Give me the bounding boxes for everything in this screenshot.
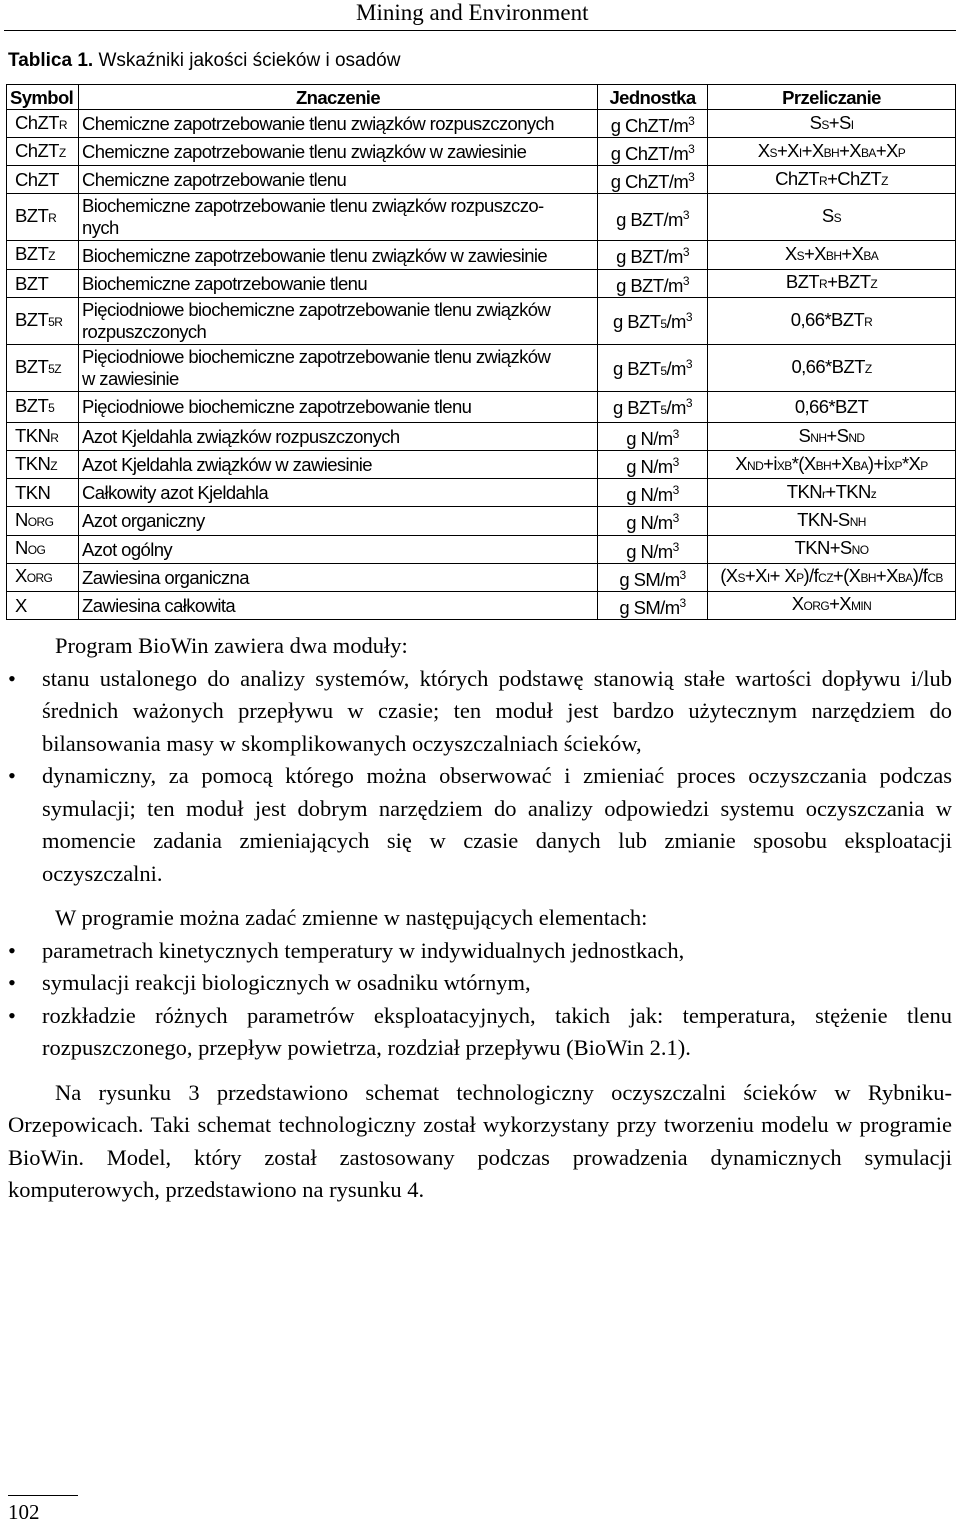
bullet-icon: •: [8, 970, 16, 995]
table-caption-label: Tablica 1.: [8, 50, 94, 71]
quality-indicators-table: [6, 84, 956, 620]
cell-conversion: 0,66*BZT: [708, 391, 956, 422]
header-divider: [4, 30, 956, 31]
cell-unit: g $BZT5/m^3$: [598, 297, 708, 344]
cell-unit: g $N/m^3$: [598, 422, 708, 450]
cell-symbol: BZT5: [7, 391, 79, 422]
table-row: [7, 535, 956, 563]
cell-unit: g $SM/m^3$: [598, 563, 708, 591]
cell-unit: g $N/m^3$: [598, 535, 708, 563]
cell-symbol: BZTR: [7, 194, 79, 241]
table-row: [7, 166, 956, 194]
table-caption: [8, 50, 400, 72]
table-caption-text: Wskaźniki jakości ścieków i osadów: [98, 50, 401, 71]
cell-meaning: Pięciodniowe biochemiczne zapotrzebowanie tlenu związków rozpuszczonych: [79, 297, 598, 344]
cell-unit: g ChZT/$m^3$: [598, 138, 708, 166]
cell-symbol: ChZTR: [7, 110, 79, 138]
cell-meaning: Chemiczne zapotrzebowanie tlenu związków rozpuszczonych: [79, 110, 598, 138]
list-item: [8, 967, 952, 1000]
cell-conversion: XND+iXB*(XBH+XBA)+iXP*XP: [708, 451, 956, 479]
table-row: [7, 241, 956, 269]
cell-meaning: Azot Kjeldahla związków w zawiesinie: [79, 451, 598, 479]
table-row: [7, 563, 956, 591]
cell-meaning: Zawiesina organiczna: [79, 563, 598, 591]
list-item: [8, 760, 952, 890]
paragraph-intro-modules: Program BioWin zawiera dwa moduły:: [55, 633, 408, 658]
table-row: [7, 297, 956, 344]
body-text: [8, 630, 952, 1207]
header-meaning: Znaczenie: [79, 85, 598, 110]
list-item-text: dynamiczny, za pomocą którego można obserwować i zmieniać proces oczyszczania podczas symulacji; ten moduł jest dobrym narzędziem do analizy odpowiedzi systemu oczyszczania w momencie zadania zmieniających się w czasie danych lub zmianie sposobu eksploatacji oczyszczalni.: [42, 763, 952, 886]
cell-symbol: XORG: [7, 563, 79, 591]
table-row: [7, 194, 956, 241]
table-header-row: [7, 85, 956, 110]
cell-unit: g BZT/$m^3$: [598, 269, 708, 297]
cell-conversion: SS+SI: [708, 110, 956, 138]
cell-symbol: NORG: [7, 507, 79, 535]
cell-conversion: SNH+SND: [708, 422, 956, 450]
list-item-text: parametrach kinetycznych temperatury w indywidualnych jednostkach,: [42, 937, 685, 963]
cell-meaning: Biochemiczne zapotrzebowanie tlenu związków w zawiesinie: [79, 241, 598, 269]
list-item: [8, 935, 952, 968]
cell-conversion: XS+XI+XBH+XBA+XP: [708, 138, 956, 166]
cell-symbol: ChZTZ: [7, 138, 79, 166]
cell-conversion: TKN-SNH: [708, 507, 956, 535]
cell-symbol: ChZT: [7, 166, 79, 194]
bullet-icon: •: [8, 1002, 16, 1028]
list-item: [8, 1000, 952, 1065]
paragraph-figure-reference: Na rysunku 3 przedstawiono schemat technologiczny oczyszczalni ścieków w Rybniku-Orzepowicach. Taki schemat technologiczny został wykorzystany przy tworzeniu modelu w programie BioWin. Model, który został zastosowany podczas prowadzenia dynamicznych symulacji komputerowych, przedstawiono na rysunku 4.: [8, 1079, 952, 1202]
footer-divider: [8, 1495, 78, 1496]
cell-symbol: BZT5Z: [7, 344, 79, 391]
table-row: [7, 269, 956, 297]
cell-meaning: Azot Kjeldahla związków rozpuszczonych: [79, 422, 598, 450]
cell-conversion: SS: [708, 194, 956, 241]
cell-meaning: Chemiczne zapotrzebowanie tlenu: [79, 166, 598, 194]
cell-unit: g BZT/$m^3$: [598, 194, 708, 241]
cell-meaning: Pięciodniowe biochemiczne zapotrzebowanie tlenu: [79, 391, 598, 422]
cell-symbol: TKNR: [7, 422, 79, 450]
cell-symbol: TKNZ: [7, 451, 79, 479]
cell-meaning: Biochemiczne zapotrzebowanie tlenu: [79, 269, 598, 297]
cell-unit: g $N/m^3$: [598, 507, 708, 535]
list-item: [8, 663, 952, 761]
cell-conversion: TKN+SNO: [708, 535, 956, 563]
bullet-icon: •: [8, 665, 16, 691]
cell-unit: g $N/m^3$: [598, 451, 708, 479]
header-symbol: Symbol: [7, 85, 79, 110]
cell-meaning: Pięciodniowe biochemiczne zapotrzebowanie tlenu związków w zawiesinie: [79, 344, 598, 391]
cell-unit: g BZT/$m^3$: [598, 241, 708, 269]
page-number: 102: [8, 1500, 40, 1524]
cell-unit: g $N/m^3$: [598, 479, 708, 507]
cell-conversion: TKNr+TKNz: [708, 479, 956, 507]
header-conversion: Przeliczanie: [708, 85, 956, 110]
cell-unit: g $BZT5/m^3$: [598, 344, 708, 391]
cell-meaning: Zawiesina całkowita: [79, 591, 598, 619]
cell-unit: g $SM/m^3$: [598, 591, 708, 619]
list-item-text: rozkładzie różnych parametrów eksploatacyjnych, takich jak: temperatura, stężenie tlenu rozpuszczonego, przepływ powietrza, rozdział przepływu (BioWin 2.1).: [42, 1002, 952, 1060]
bullet-icon: •: [8, 763, 16, 788]
cell-unit: g $BZT5/m^3$: [598, 391, 708, 422]
cell-meaning: Całkowity azot Kjeldahla: [79, 479, 598, 507]
cell-symbol: NOG: [7, 535, 79, 563]
table-row: [7, 422, 956, 450]
list-item-text: stanu ustalonego do analizy systemów, których podstawę stanowią stałe wartości dopływu i/lub średnich ważonych przepływu w czasie; ten moduł jest bardzo użytecznym narzędziem do bilansowania masy w skomplikowanych oczyszczalniach ścieków,: [42, 665, 952, 756]
cell-unit: g ChZT/$m^3$: [598, 110, 708, 138]
cell-conversion: (XS+XI+ XP)/fCZ+(XBH+XBA)/fCB: [708, 563, 956, 591]
table-row: [7, 591, 956, 619]
cell-meaning: Azot ogólny: [79, 535, 598, 563]
cell-conversion: ChZTR+ChZTZ: [708, 166, 956, 194]
table-row: [7, 138, 956, 166]
cell-symbol: TKN: [7, 479, 79, 507]
header-unit: Jednostka: [598, 85, 708, 110]
cell-symbol: BZT: [7, 269, 79, 297]
list-item-text: symulacji reakcji biologicznych w osadniku wtórnym,: [42, 970, 531, 995]
table-row: [7, 507, 956, 535]
cell-meaning: Biochemiczne zapotrzebowanie tlenu związków rozpuszczo- nych: [79, 194, 598, 241]
cell-meaning: Chemiczne zapotrzebowanie tlenu związków w zawiesinie: [79, 138, 598, 166]
cell-unit: g ChZT/$m^3$: [598, 166, 708, 194]
table-row: [7, 479, 956, 507]
cell-conversion: 0,66*BZTZ: [708, 344, 956, 391]
cell-symbol: X: [7, 591, 79, 619]
cell-symbol: BZT5R: [7, 297, 79, 344]
table-row: [7, 344, 956, 391]
table-body: [7, 110, 956, 620]
table-row: [7, 391, 956, 422]
bullet-icon: •: [8, 937, 16, 963]
cell-conversion: BZTR+BZTZ: [708, 269, 956, 297]
cell-conversion: XS+XBH+XBA: [708, 241, 956, 269]
cell-conversion: 0,66*BZTR: [708, 297, 956, 344]
paragraph-intro-variables: W programie można zadać zmienne w następujących elementach:: [55, 905, 648, 930]
table-row: [7, 110, 956, 138]
table-row: [7, 451, 956, 479]
running-header: Mining and Environment: [356, 0, 589, 25]
cell-symbol: BZTZ: [7, 241, 79, 269]
cell-meaning: Azot organiczny: [79, 507, 598, 535]
cell-conversion: XORG+XMIN: [708, 591, 956, 619]
